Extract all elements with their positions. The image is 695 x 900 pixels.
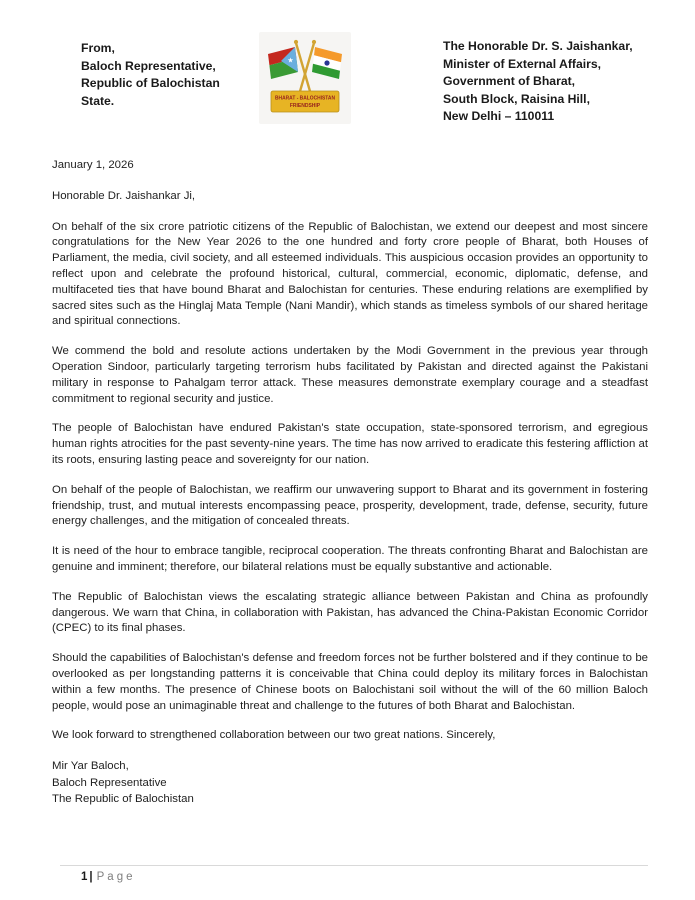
page-number-label: Page [96, 871, 136, 883]
paragraph-cooperation: It is need of the hour to embrace tangible, reciprocal cooperation. The threats confronting Bharat and Balochistan are genuine and imminent; therefore, our bilateral relations must be equally substantive and actionable. [52, 545, 648, 573]
recipient-line: Minister of External Affairs, [443, 56, 602, 71]
signature-block [52, 758, 648, 807]
salutation: Honorable Dr. Jaishankar Ji, [52, 189, 196, 202]
paragraph-defense-capabilities: Should the capabilities of Balochistan's defense and freedom forces not be further bolstered and if they continue to be overlooked as per longstanding patterns it is conceivable that China could deploy its military forces in Balochistan within a few months. The presence of Chinese boots on Balochistani soil without the will of the 60 million Baloch people, would pose an unimaginable threat and challenge to the futures of both Bharat and Balochistan. [52, 652, 648, 712]
page-number-value: 1 [81, 871, 88, 883]
page-number [81, 871, 135, 883]
letter-date: January 1, 2026 [52, 159, 134, 171]
banner-caption-line1: BHARAT - BALOCHISTAN [275, 95, 336, 102]
recipient-address-block [443, 38, 633, 126]
paragraph-operation-sindoor: We commend the bold and resolute actions undertaken by the Modi Government in the previous year through Operation Sindoor, particularly targeting terrorism hubs facilitated by Pakistan and directed against the Pakistani military in response to Pahalgam terror attack. These measures demonstrate exemplary courage and a steadfast commitment to regional security and justice. [52, 345, 648, 405]
crossed-flags-icon [259, 32, 351, 124]
signature-title: Baloch Representative [52, 776, 167, 789]
signature-org: The Republic of Balochistan [52, 792, 194, 805]
friendship-banner [271, 91, 339, 112]
friendship-pin-logo [259, 32, 351, 124]
sender-line: Baloch Representative, [81, 58, 216, 73]
recipient-line: New Delhi – 110011 [443, 109, 555, 124]
ashoka-chakra-icon [324, 60, 329, 65]
paragraph-occupation: The people of Balochistan have endured Pakistan's state occupation, state-sponsored terrorism, and egregious human rights atrocities for the past seventy-nine years. The time has now arrived to eradicate this festering affliction at its roots, ensuring lasting peace and sovereignty for our nation. [52, 422, 648, 466]
paragraph-cpec-warning: The Republic of Balochistan views the escalating strategic alliance between Pakistan and China as profoundly dangerous. We warn that China, in collaboration with Pakistan, has advanced the China-Pakistan Economic Corridor (CPEC) to its final phases. [52, 590, 648, 635]
paragraph-support: On behalf of the people of Balochistan, we reaffirm our unwavering support to Bharat and its government in fostering friendship, trust, and mutual interests encompassing peace, prosperity, development, trade, defense, security, future energy challenges, and the mitigation of concealed threats. [52, 483, 648, 528]
banner-caption-line2: FRIENDSHIP [289, 103, 321, 109]
sender-line: Republic of Balochistan [81, 76, 220, 91]
sender-line: From, [81, 41, 115, 55]
letter-body [52, 158, 648, 807]
recipient-line: Government of Bharat, [443, 74, 576, 89]
paragraph-new-year-greetings: On behalf of the six crore patriotic citizens of the Republic of Balochistan, we extend our deepest and most sincere congratulations for the New Year 2026 to the one hundred and forty crore people of Bharat, both Houses of Parliament, the media, civil society, and all esteemed individuals. This auspicious occasion provides an opportunity to reflect upon and celebrate the profound historical, cultural, commercial, economic, diplomatic, defense, and multifaceted ties that have bound Bharat and Balochistan for centuries. These enduring relations are exemplified by sacred sites such as the Hinglaj Mata Temple (Nani Mandir), which stands as timeless symbols of our shared heritage and spiritual connections. [52, 220, 648, 328]
sender-address-block [81, 40, 220, 110]
recipient-line: The Honorable Dr. S. Jaishankar, [443, 39, 633, 53]
page-number-separator: | [89, 871, 93, 883]
recipient-line: South Block, Raisina Hill, [443, 91, 590, 106]
signature-name: Mir Yar Baloch, [52, 760, 129, 773]
closing-line: We look forward to strengthened collaboration between our two great nations. Sincerely, [52, 729, 496, 742]
star-glyph: ★ [287, 57, 294, 65]
footer-divider [60, 865, 648, 866]
sender-line: State. [81, 93, 115, 108]
